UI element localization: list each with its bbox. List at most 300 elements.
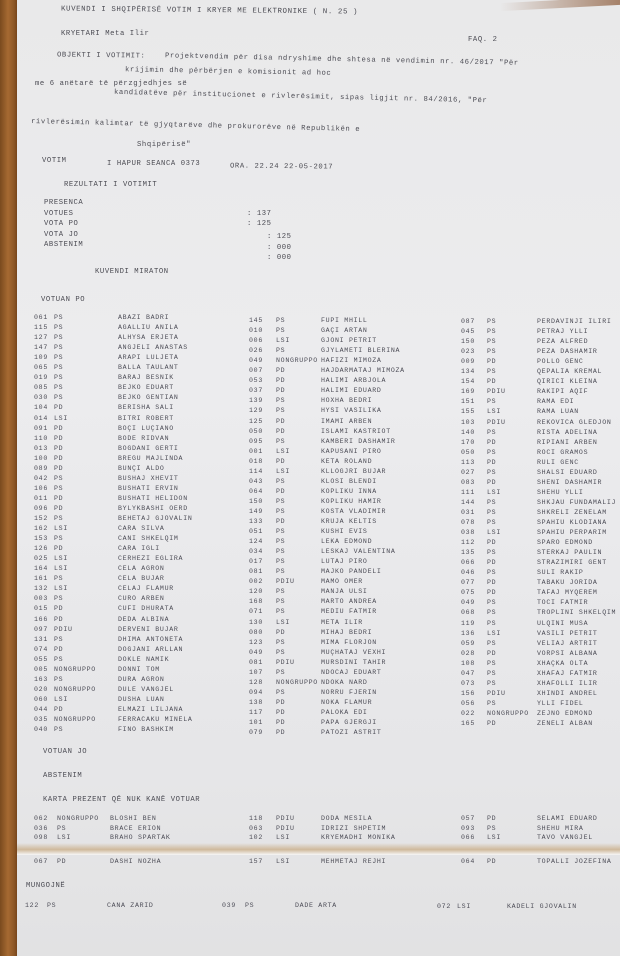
- table-row: [17, 445, 620, 454]
- member-party: LSI: [276, 834, 290, 842]
- member-name: BALLA TAULANT: [118, 364, 179, 372]
- member-party: LSI: [57, 834, 71, 842]
- result-value-abstain: : 000: [267, 244, 292, 252]
- member-name: QIRICI KLEINA: [537, 378, 598, 386]
- member-name: BLOSHI BEN: [110, 815, 157, 822]
- result-value-no: : 125: [267, 233, 292, 241]
- table-row: [17, 384, 620, 396]
- member-name: KOSTA VLADIMIR: [321, 507, 387, 515]
- member-num: 001: [249, 447, 263, 455]
- member-num: 091: [34, 424, 48, 432]
- member-name: ARAPI LULJETA: [118, 354, 179, 362]
- member-num: 164: [34, 565, 48, 573]
- member-num: 019: [34, 374, 48, 382]
- table-row: [17, 334, 620, 346]
- member-num: 108: [461, 659, 475, 667]
- vote-object-line-4: kandidatëve për institucionet e rivlerësimit, sipas ligjit nr. 84/2016, "Për: [113, 88, 488, 106]
- member-num: 149: [249, 507, 263, 515]
- member-name: MARTO ANDREA: [321, 598, 377, 606]
- member-party: NONGRUPPO: [487, 709, 529, 717]
- member-num: 050: [249, 427, 263, 435]
- member-party: PS: [487, 338, 497, 346]
- member-party: PS: [487, 609, 497, 617]
- member-party: PD: [487, 649, 497, 657]
- member-num: 059: [461, 639, 475, 647]
- member-name: HALIMI ARBJOLA: [321, 377, 387, 385]
- member-name: BUSHATI HELIDON: [118, 494, 188, 502]
- member-name: RAMA LUAN: [537, 408, 579, 416]
- member-party: LSI: [54, 555, 68, 563]
- vote-outcome: KUVENDI MIRATON: [95, 268, 169, 276]
- member-name: BRAHO SPARTAK: [110, 834, 171, 842]
- member-num: 144: [461, 498, 475, 506]
- member-num: 157: [249, 858, 263, 865]
- member-party: LSI: [487, 408, 501, 416]
- member-party: PS: [487, 348, 497, 356]
- member-name: MEHMETAJ REJHI: [321, 858, 387, 865]
- table-row: [17, 716, 620, 725]
- table-row: [17, 834, 620, 843]
- member-num: 165: [461, 720, 475, 727]
- member-party: PS: [276, 397, 286, 405]
- member-name: AGALLIU ANILA: [118, 324, 179, 332]
- member-name: SPAHIU KLODIANA: [537, 519, 607, 526]
- member-name: BARAJ BESNIK: [118, 374, 174, 382]
- member-party: PS: [487, 639, 497, 647]
- member-party: LSI: [276, 467, 290, 475]
- member-num: 150: [461, 338, 475, 346]
- table-row: [17, 825, 620, 834]
- member-name: DULE VANGJEL: [118, 685, 174, 693]
- member-num: 057: [461, 815, 475, 822]
- member-party: PD: [54, 545, 64, 553]
- member-name: PALOKA EDI: [321, 708, 368, 716]
- member-num: 156: [461, 689, 475, 697]
- member-party: PS: [276, 347, 286, 355]
- member-num: 040: [34, 726, 48, 734]
- member-name: BRACE ERION: [110, 824, 162, 832]
- member-num: 047: [461, 669, 475, 677]
- member-name: GJONI PETRIT: [321, 337, 377, 345]
- table-row: [17, 404, 620, 416]
- member-party: PD: [276, 387, 286, 395]
- member-num: 085: [34, 384, 48, 392]
- member-name: ROCI GRAMOS: [537, 448, 589, 456]
- member-num: 150: [249, 497, 263, 505]
- member-num: 132: [34, 585, 48, 593]
- member-name: ULQINI MUSA: [537, 619, 589, 627]
- member-num: 067: [34, 858, 48, 865]
- member-name: DONNI TOM: [118, 665, 160, 673]
- member-num: 056: [461, 699, 475, 707]
- table-row: [17, 535, 620, 547]
- table-row: [17, 626, 620, 635]
- table-row: [17, 525, 620, 537]
- result-label-no: VOTA JO: [44, 231, 79, 239]
- member-num: 093: [461, 824, 475, 832]
- member-party: PD: [487, 358, 497, 366]
- member-party: PS: [487, 519, 497, 526]
- member-party: PS: [487, 569, 497, 577]
- member-name: LUTAJ PIRO: [321, 558, 368, 566]
- member-num: 017: [249, 558, 263, 566]
- member-num: 139: [249, 397, 263, 405]
- member-num: 147: [34, 344, 48, 352]
- table-row: [17, 314, 620, 323]
- member-name: TAFAJ MYQEREM: [537, 589, 598, 597]
- member-num: 072: [437, 903, 451, 910]
- member-party: PD: [54, 605, 64, 613]
- member-name: VELIAJ ARTRIT: [537, 639, 598, 647]
- table-row: [17, 364, 620, 376]
- member-num: 039: [222, 902, 236, 909]
- member-name: XHAÇKA OLTA: [537, 659, 589, 667]
- member-num: 095: [249, 437, 263, 445]
- member-name: TOPALLI JOZEFINA: [537, 858, 612, 865]
- member-name: YLLI FIDEL: [537, 699, 584, 707]
- member-num: 110: [34, 434, 48, 442]
- member-name: REKOVICA GLEDJON: [537, 418, 612, 426]
- table-row: [17, 706, 620, 715]
- member-party: PD: [57, 858, 67, 865]
- member-num: 036: [34, 824, 48, 832]
- result-value-voters: : 137: [247, 210, 272, 218]
- member-num: 037: [249, 387, 263, 395]
- member-party: PD: [276, 628, 286, 636]
- member-party: PD: [54, 424, 64, 432]
- member-party: LSI: [54, 585, 68, 593]
- member-num: 035: [34, 716, 48, 723]
- member-name: FINO BASHKIM: [118, 726, 174, 734]
- table-row: [17, 726, 620, 735]
- member-party: PS: [245, 902, 255, 909]
- member-num: 115: [34, 324, 48, 332]
- member-num: 119: [461, 619, 475, 627]
- member-name: RAKIPI AQIF: [537, 388, 589, 396]
- member-name: MURSDINI TAHIR: [321, 658, 387, 666]
- member-num: 003: [34, 595, 48, 603]
- member-num: 109: [34, 354, 48, 362]
- presence-label: PRESENCA: [44, 199, 84, 207]
- member-party: LSI: [54, 695, 68, 703]
- member-name: ZEJNO EDMOND: [537, 709, 593, 717]
- member-name: RISTA ADELINA: [537, 428, 598, 436]
- member-party: LSI: [457, 903, 471, 910]
- member-name: DASHI NOZHA: [110, 858, 162, 865]
- member-name: BOÇI LUÇIANO: [118, 424, 174, 432]
- member-party: PD: [54, 705, 64, 713]
- table-row: [17, 455, 620, 464]
- member-name: HALIMI EDUARD: [321, 387, 382, 395]
- member-name: BOGDANI GERTI: [118, 444, 179, 452]
- member-num: 104: [34, 404, 48, 412]
- member-party: PDIU: [276, 658, 295, 666]
- table-row: [17, 616, 620, 625]
- member-num: 097: [34, 625, 48, 633]
- member-num: 135: [461, 549, 475, 557]
- member-party: PD: [276, 377, 286, 385]
- member-party: PS: [54, 384, 64, 392]
- member-num: 152: [34, 515, 48, 522]
- table-row: [17, 565, 620, 577]
- result-value-extra: : 000: [267, 254, 292, 262]
- member-name: TROPLINI SHKELQIM: [537, 609, 617, 617]
- member-num: 094: [249, 688, 263, 696]
- member-name: DERVENI BUJAR: [118, 625, 179, 633]
- member-party: LSI: [487, 488, 501, 496]
- member-name: NOKA FLAMUR: [321, 698, 373, 706]
- member-party: PS: [54, 655, 64, 663]
- member-party: PS: [54, 344, 64, 352]
- member-num: 151: [461, 398, 475, 406]
- member-num: 050: [461, 448, 475, 456]
- member-party: PD: [487, 559, 497, 567]
- table-row: [17, 354, 620, 366]
- member-num: 081: [249, 568, 263, 576]
- member-name: CELA AGRON: [118, 565, 165, 573]
- table-row: [17, 485, 620, 494]
- member-party: PS: [276, 407, 286, 415]
- member-num: 066: [461, 559, 475, 567]
- table-row: [17, 324, 620, 336]
- member-num: 102: [249, 834, 263, 842]
- result-label-abstain: ABSTENIM: [44, 241, 84, 249]
- member-party: PD: [487, 815, 497, 822]
- member-party: PS: [54, 515, 64, 522]
- member-name: BYLYKBASHI OERD: [118, 504, 188, 512]
- member-num: 055: [34, 655, 48, 663]
- member-party: PD: [54, 434, 64, 442]
- member-num: 100: [34, 454, 48, 462]
- member-num: 123: [249, 638, 263, 646]
- member-party: PD: [54, 454, 64, 462]
- member-party: PS: [487, 428, 497, 436]
- member-party: LSI: [276, 858, 290, 865]
- table-row: [17, 555, 620, 567]
- member-party: PD: [276, 708, 286, 716]
- member-name: KRUJA KELTIS: [321, 518, 377, 525]
- vote-object-line-6: Shqipërisë": [137, 141, 192, 149]
- member-num: 064: [461, 858, 475, 865]
- member-num: 065: [34, 364, 48, 372]
- member-num: 043: [249, 477, 263, 485]
- table-row: [17, 575, 620, 587]
- member-party: PS: [54, 324, 64, 332]
- table-row: [17, 686, 620, 695]
- vote-timestamp: ORA. 22.24 22-05-2017: [229, 162, 334, 172]
- member-num: 002: [249, 578, 263, 586]
- member-name: BITRI ROBERT: [118, 414, 174, 422]
- member-num: 073: [461, 679, 475, 687]
- member-name: KAMBERI DASHAMIR: [321, 437, 396, 445]
- member-name: PETRAJ YLLI: [537, 328, 589, 336]
- member-party: PD: [54, 645, 64, 653]
- member-name: GAÇI ARTAN: [321, 327, 368, 335]
- member-party: PS: [54, 314, 64, 321]
- member-name: PEZA ALFRED: [537, 338, 589, 346]
- result-label-voters: VOTUES: [44, 210, 74, 218]
- member-name: TABAKU JORIDA: [537, 579, 598, 587]
- result-label-yes: VOTA PO: [44, 220, 79, 228]
- member-party: PS: [54, 535, 64, 543]
- member-party: PS: [54, 675, 64, 683]
- member-name: SPAHIU PERPARIM: [537, 529, 607, 537]
- member-name: HYSI VASILIKA: [321, 407, 382, 415]
- member-party: LSI: [487, 529, 501, 537]
- member-party: LSI: [54, 565, 68, 573]
- member-party: PD: [54, 504, 64, 512]
- member-party: PD: [487, 720, 497, 727]
- member-num: 130: [249, 618, 263, 626]
- vote-object-line-1: Projektvendim për disa ndryshime dhe shtesa në vendimin nr. 46/2017 "Për: [164, 52, 519, 68]
- member-num: 134: [461, 368, 475, 376]
- member-name: PAPA GJERGJI: [321, 719, 377, 726]
- member-name: NDOCAJ EDUART: [321, 668, 382, 676]
- member-num: 111: [461, 488, 475, 496]
- member-num: 087: [461, 318, 475, 325]
- member-name: CARA SILVA: [118, 525, 165, 533]
- member-num: 006: [249, 337, 263, 345]
- member-name: BEJKO EDUART: [118, 384, 174, 392]
- member-name: ZENELI ALBAN: [537, 720, 593, 727]
- member-name: GJYLAMETI BLERINA: [321, 347, 401, 355]
- member-num: 064: [249, 487, 263, 495]
- member-party: PS: [487, 699, 497, 707]
- member-num: 042: [34, 474, 48, 482]
- member-name: HAFIZI MIMOZA: [321, 357, 382, 365]
- member-name: ALHYSA ERJETA: [118, 334, 179, 342]
- member-num: 145: [249, 317, 263, 324]
- member-party: PD: [276, 487, 286, 495]
- member-num: 045: [461, 328, 475, 336]
- member-party: PS: [487, 498, 497, 506]
- member-num: 068: [461, 609, 475, 617]
- member-party: PS: [54, 364, 64, 372]
- member-num: 049: [461, 599, 475, 607]
- member-name: KLOSI BLENDI: [321, 477, 377, 485]
- member-party: PD: [54, 615, 64, 623]
- member-num: 155: [461, 408, 475, 416]
- member-name: RULI GENC: [537, 458, 579, 466]
- table-row: [17, 666, 620, 675]
- member-name: BERISHA SALI: [118, 404, 174, 412]
- member-num: 136: [461, 629, 475, 637]
- member-party: PDIU: [276, 578, 295, 586]
- member-name: DODA MESILA: [321, 815, 373, 822]
- member-party: PS: [487, 619, 497, 627]
- member-party: PS: [276, 327, 286, 335]
- table-row: [17, 394, 620, 406]
- member-num: 077: [461, 579, 475, 587]
- member-party: PS: [276, 317, 286, 324]
- member-num: 034: [249, 548, 263, 556]
- member-party: PD: [487, 478, 497, 486]
- member-name: VASILI PETRIT: [537, 629, 598, 637]
- member-num: 170: [461, 438, 475, 446]
- member-num: 014: [34, 414, 48, 422]
- vote-record-page: [17, 0, 620, 956]
- member-num: 129: [249, 407, 263, 415]
- table-row: [17, 676, 620, 685]
- member-name: KLLOGJRI BUJAR: [321, 467, 387, 475]
- member-party: PD: [276, 367, 286, 375]
- member-party: PDIU: [276, 824, 295, 832]
- vote-object-label: OBJEKTI I VOTIMIT:: [56, 51, 146, 61]
- member-party: PDIU: [487, 689, 506, 697]
- member-num: 098: [34, 834, 48, 842]
- member-num: 049: [249, 357, 263, 365]
- member-num: 020: [34, 685, 48, 693]
- member-num: 031: [461, 508, 475, 516]
- table-row: [17, 465, 620, 474]
- member-num: 066: [461, 834, 475, 842]
- member-name: ELMAZI LILJANA: [118, 705, 184, 713]
- member-num: 153: [34, 535, 48, 543]
- table-row: [17, 475, 620, 484]
- member-name: DOGJANI ARLLAN: [118, 645, 184, 653]
- member-party: NONGRUPPO: [276, 357, 318, 365]
- member-name: BUSHATI ERVIN: [118, 484, 179, 492]
- table-row: [17, 495, 620, 504]
- member-num: 081: [249, 658, 263, 666]
- member-name: SPARO EDMOND: [537, 539, 593, 547]
- member-party: LSI: [276, 447, 290, 455]
- member-name: POLLO GENC: [537, 358, 584, 366]
- section-votuan-jo: VOTUAN JO: [43, 748, 88, 756]
- member-name: XHAFAJ FATMIR: [537, 669, 598, 677]
- member-name: NDOKA NARD: [321, 678, 368, 686]
- member-name: CELA BUJAR: [118, 575, 165, 583]
- member-num: 078: [461, 519, 475, 526]
- member-party: PS: [487, 318, 497, 325]
- member-party: PD: [487, 858, 497, 865]
- member-name: CURO ARBEN: [118, 595, 165, 603]
- member-name: IDRIZI SHPETIM: [321, 824, 387, 832]
- member-name: DHIMA ANTONETA: [118, 635, 184, 643]
- member-name: XHINDI ANDREL: [537, 689, 598, 697]
- member-party: NONGRUPPO: [54, 685, 96, 693]
- table-row: [17, 858, 620, 867]
- member-num: 063: [249, 824, 263, 832]
- member-party: PD: [487, 589, 497, 597]
- member-num: 127: [34, 334, 48, 342]
- member-name: HOXHA BEDRI: [321, 397, 373, 405]
- member-num: 089: [34, 464, 48, 472]
- member-party: PS: [54, 334, 64, 342]
- member-party: LSI: [54, 525, 68, 533]
- member-party: PS: [54, 595, 64, 603]
- member-num: 010: [249, 327, 263, 335]
- member-name: PERDAVINJI ILIRI: [537, 318, 612, 325]
- member-party: LSI: [54, 414, 68, 422]
- table-row: [17, 636, 620, 645]
- member-party: PS: [54, 726, 64, 734]
- results-title: REZULTATI I VOTIMIT: [64, 181, 158, 189]
- member-party: PS: [276, 638, 286, 646]
- member-name: KADELI GJOVALIN: [507, 903, 577, 910]
- page-number: FAQ. 2: [468, 36, 498, 44]
- table-row: [17, 415, 620, 424]
- member-party: PD: [276, 457, 286, 465]
- member-party: PD: [487, 458, 497, 466]
- member-name: IMAMI ARBEN: [321, 417, 373, 425]
- member-name: DOKLE NAMIK: [118, 655, 170, 663]
- table-row: [17, 902, 620, 911]
- member-name: META ILIR: [321, 618, 363, 626]
- member-party: PS: [276, 538, 286, 546]
- member-name: SHEHU YLLI: [537, 488, 584, 496]
- member-party: PD: [487, 579, 497, 587]
